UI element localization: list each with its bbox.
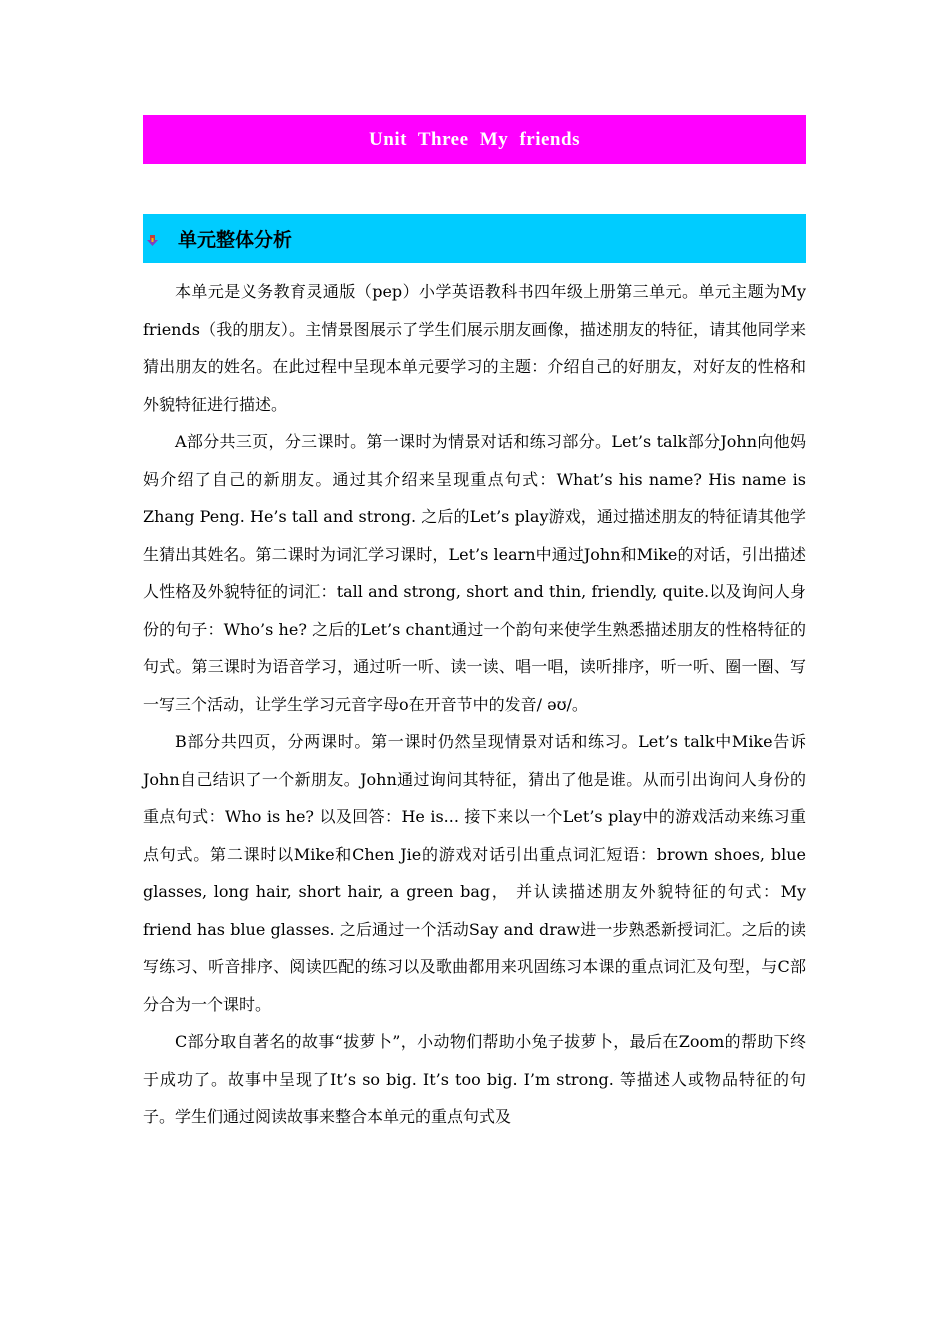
unit-title: Unit Three My friends — [369, 128, 580, 150]
body-text — [143, 273, 806, 1136]
section-heading: 单元整体分析 — [178, 229, 293, 251]
paragraph-part-c: C部分取自著名的故事“拔萝卜”，小动物们帮助小兔子拔萝卜，最后在Zoom的帮助下终于成功了。故事中呈现了It’s so big. It’s too big. I’m strong. 等描述人或物品特征的句子。学生们通过阅读故事来整合本单元的重点句式及 — [143, 1032, 806, 1126]
bullet-arrow-icon — [147, 235, 158, 246]
paragraph-intro: 本单元是义务教育灵通版（pep）小学英语教科书四年级上册第三单元。单元主题为My friends（我的朋友）。主情景图展示了学生们展示朋友画像，描述朋友的特征，请其他同学来猜出朋友的姓名。在此过程中呈现本单元要学习的主题：介绍自己的好朋友，对好友的性格和外貌特征进行描述。 — [143, 282, 806, 414]
section-header-bar — [143, 214, 806, 263]
paragraph-part-b: B部分共四页，分两课时。第一课时仍然呈现情景对话和练习。Let’s talk中Mike告诉John自己结识了一个新朋友。John通过询问其特征，猜出了他是谁。从而引出询问人身份的重点句式：Who is he? 以及回答：He is... 接下来以一个Let’s play中的游戏活动来练习重点句式。第二课时以Mike和Chen Jie的游戏对话引出重点词汇短语：brown shoes, blue glasses, long hair, short hair, a green bag， 并认读描述朋友外貌特征的句式：My friend has blue glasses. 之后通过一个活动Say and draw进一步熟悉新授词汇。之后的读写练习、听音排序、阅读匹配的练习以及歌曲都用来巩固练习本课的重点词汇及句型，与C部分合为一个课时。 — [143, 732, 806, 1014]
paragraph-part-a: A部分共三页，分三课时。第一课时为情景对话和练习部分。Let’s talk部分John向他妈妈介绍了自己的新朋友。通过其介绍来呈现重点句式：What’s his name? His name is Zhang Peng. He’s tall and strong. 之后的Let’s play游戏，通过描述朋友的特征请其他学生猜出其姓名。第二课时为词汇学习课时，Let’s learn中通过John和Mike的对话，引出描述人性格及外貌特征的词汇：tall and strong, short and thin, friendly, quite.以及询问人身份的句子：Who’s he? 之后的Let’s chant通过一个韵句来使学生熟悉描述朋友的性格特征的句式。第三课时为语音学习，通过听一听、读一读、唱一唱，读听排序，听一听、圈一圈、写一写三个活动，让学生学习元音字母o在开音节中的发音/ əʊ/。 — [143, 432, 806, 714]
unit-title-banner — [143, 115, 806, 164]
